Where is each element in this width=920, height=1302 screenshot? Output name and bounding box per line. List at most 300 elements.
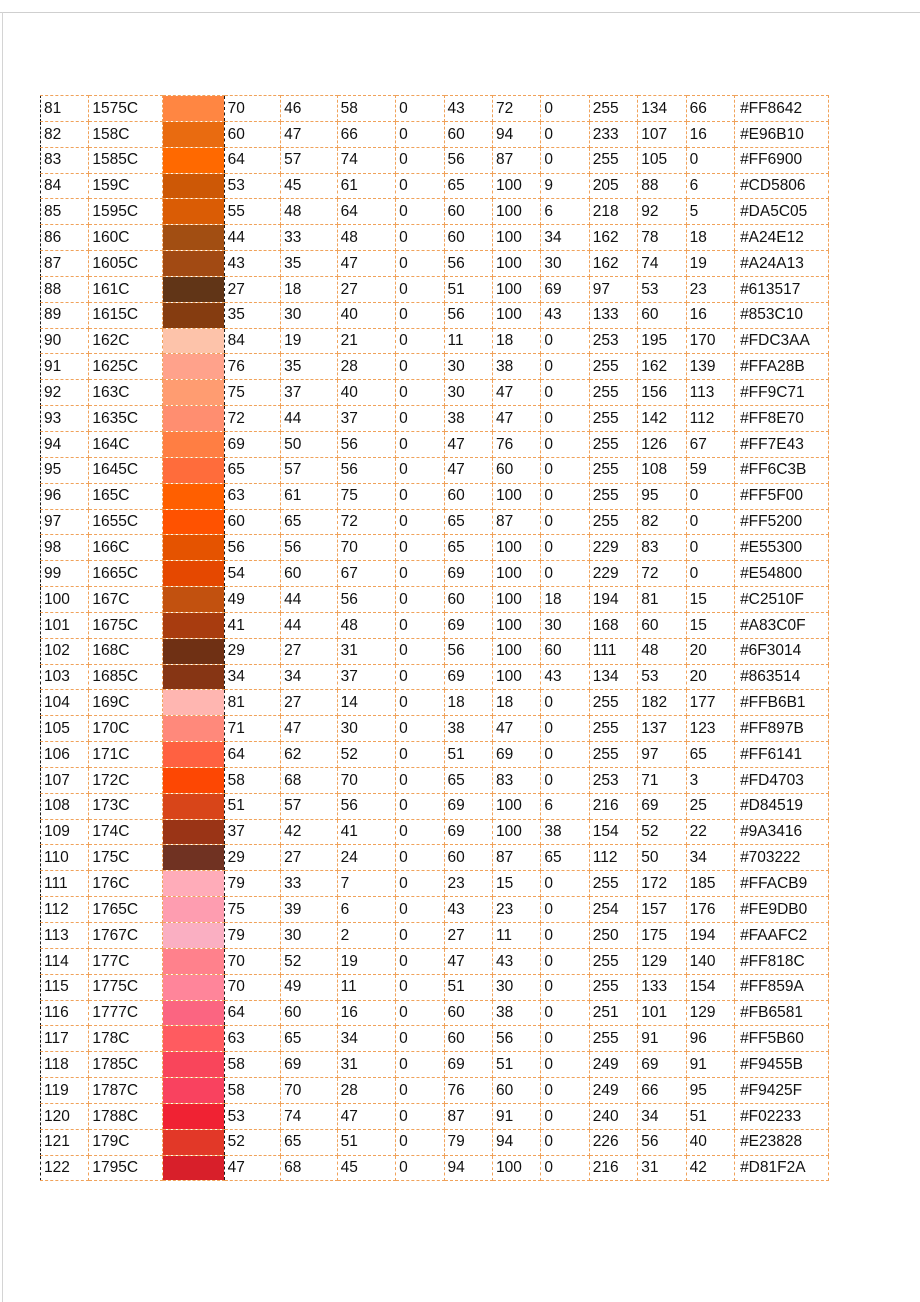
rgb-blue-cell: 96 xyxy=(686,1026,734,1052)
row-number-cell: 117 xyxy=(41,1026,89,1052)
table-row xyxy=(41,96,829,122)
hex-code-cell: #E54800 xyxy=(735,561,829,587)
hex-code-cell: #E55300 xyxy=(735,535,829,561)
rgb-green-cell: 101 xyxy=(638,1000,686,1026)
value-cell: 0 xyxy=(396,535,444,561)
row-number-cell: 101 xyxy=(41,612,89,638)
pantone-code-cell: 166C xyxy=(89,535,163,561)
value-cell: 0 xyxy=(541,1000,589,1026)
rgb-blue-cell: 0 xyxy=(686,483,734,509)
rgb-green-cell: 48 xyxy=(638,638,686,664)
value-cell: 60 xyxy=(444,225,492,251)
table-row xyxy=(41,483,829,509)
pantone-code-cell: 174C xyxy=(89,819,163,845)
value-cell: 69 xyxy=(492,742,540,768)
value-cell: 0 xyxy=(396,819,444,845)
pantone-code-cell: 1625C xyxy=(89,354,163,380)
value-cell: 0 xyxy=(541,483,589,509)
value-cell: 49 xyxy=(224,587,281,613)
color-swatch xyxy=(163,716,225,742)
color-swatch xyxy=(163,1155,225,1181)
table-row xyxy=(41,742,829,768)
value-cell: 84 xyxy=(224,328,281,354)
value-cell: 61 xyxy=(337,173,396,199)
row-number-cell: 108 xyxy=(41,793,89,819)
value-cell: 0 xyxy=(541,121,589,147)
rgb-red-cell: 255 xyxy=(589,354,637,380)
color-swatch xyxy=(163,147,225,173)
hex-code-cell: #FFACB9 xyxy=(735,871,829,897)
value-cell: 0 xyxy=(396,147,444,173)
value-cell: 18 xyxy=(281,276,338,302)
rgb-blue-cell: 15 xyxy=(686,612,734,638)
row-number-cell: 106 xyxy=(41,742,89,768)
value-cell: 0 xyxy=(396,897,444,923)
row-number-cell: 122 xyxy=(41,1155,89,1181)
row-number-cell: 111 xyxy=(41,871,89,897)
value-cell: 60 xyxy=(444,1026,492,1052)
rgb-green-cell: 34 xyxy=(638,1103,686,1129)
color-swatch xyxy=(163,225,225,251)
rgb-green-cell: 83 xyxy=(638,535,686,561)
value-cell: 0 xyxy=(396,1078,444,1104)
hex-code-cell: #FF859A xyxy=(735,974,829,1000)
hex-code-cell: #703222 xyxy=(735,845,829,871)
value-cell: 0 xyxy=(396,96,444,122)
value-cell: 47 xyxy=(444,457,492,483)
value-cell: 64 xyxy=(224,1000,281,1026)
value-cell: 0 xyxy=(396,380,444,406)
value-cell: 38 xyxy=(541,819,589,845)
hex-code-cell: #FF6141 xyxy=(735,742,829,768)
rgb-green-cell: 50 xyxy=(638,845,686,871)
value-cell: 75 xyxy=(337,483,396,509)
color-swatch xyxy=(163,96,225,122)
row-number-cell: 97 xyxy=(41,509,89,535)
value-cell: 76 xyxy=(492,431,540,457)
color-swatch xyxy=(163,509,225,535)
color-swatch xyxy=(163,1052,225,1078)
value-cell: 70 xyxy=(337,767,396,793)
hex-code-cell: #D81F2A xyxy=(735,1155,829,1181)
value-cell: 30 xyxy=(541,251,589,277)
table-row xyxy=(41,276,829,302)
table-row xyxy=(41,664,829,690)
value-cell: 0 xyxy=(541,1129,589,1155)
value-cell: 60 xyxy=(224,121,281,147)
value-cell: 0 xyxy=(396,690,444,716)
value-cell: 69 xyxy=(444,664,492,690)
value-cell: 56 xyxy=(444,251,492,277)
table-row xyxy=(41,457,829,483)
pantone-code-cell: 176C xyxy=(89,871,163,897)
value-cell: 58 xyxy=(224,767,281,793)
rgb-red-cell: 240 xyxy=(589,1103,637,1129)
rgb-red-cell: 162 xyxy=(589,225,637,251)
table-row xyxy=(41,690,829,716)
rgb-red-cell: 255 xyxy=(589,431,637,457)
value-cell: 47 xyxy=(281,121,338,147)
value-cell: 0 xyxy=(541,897,589,923)
rgb-blue-cell: 16 xyxy=(686,121,734,147)
color-swatch xyxy=(163,819,225,845)
value-cell: 48 xyxy=(337,225,396,251)
row-number-cell: 83 xyxy=(41,147,89,173)
row-number-cell: 120 xyxy=(41,1103,89,1129)
table-row xyxy=(41,1078,829,1104)
value-cell: 2 xyxy=(337,923,396,949)
rgb-green-cell: 92 xyxy=(638,199,686,225)
rgb-green-cell: 91 xyxy=(638,1026,686,1052)
value-cell: 28 xyxy=(337,1078,396,1104)
value-cell: 18 xyxy=(444,690,492,716)
value-cell: 53 xyxy=(224,1103,281,1129)
value-cell: 70 xyxy=(224,974,281,1000)
value-cell: 27 xyxy=(337,276,396,302)
value-cell: 65 xyxy=(541,845,589,871)
rgb-green-cell: 69 xyxy=(638,1052,686,1078)
color-swatch xyxy=(163,742,225,768)
table-row xyxy=(41,923,829,949)
rgb-blue-cell: 51 xyxy=(686,1103,734,1129)
pantone-code-cell: 1788C xyxy=(89,1103,163,1129)
value-cell: 64 xyxy=(337,199,396,225)
row-number-cell: 84 xyxy=(41,173,89,199)
value-cell: 41 xyxy=(337,819,396,845)
value-cell: 66 xyxy=(337,121,396,147)
rgb-green-cell: 31 xyxy=(638,1155,686,1181)
pantone-code-cell: 1585C xyxy=(89,147,163,173)
color-swatch xyxy=(163,328,225,354)
rgb-red-cell: 255 xyxy=(589,871,637,897)
value-cell: 0 xyxy=(541,716,589,742)
rgb-red-cell: 251 xyxy=(589,1000,637,1026)
pantone-code-cell: 173C xyxy=(89,793,163,819)
rgb-red-cell: 134 xyxy=(589,664,637,690)
color-swatch xyxy=(163,871,225,897)
rgb-red-cell: 255 xyxy=(589,509,637,535)
value-cell: 31 xyxy=(337,638,396,664)
color-swatch xyxy=(163,380,225,406)
pantone-code-cell: 1645C xyxy=(89,457,163,483)
value-cell: 0 xyxy=(541,380,589,406)
value-cell: 0 xyxy=(541,535,589,561)
table-row xyxy=(41,793,829,819)
value-cell: 60 xyxy=(444,483,492,509)
value-cell: 64 xyxy=(224,742,281,768)
hex-code-cell: #DA5C05 xyxy=(735,199,829,225)
value-cell: 37 xyxy=(337,664,396,690)
pantone-code-cell: 1685C xyxy=(89,664,163,690)
rgb-green-cell: 129 xyxy=(638,948,686,974)
value-cell: 51 xyxy=(444,974,492,1000)
row-number-cell: 90 xyxy=(41,328,89,354)
value-cell: 33 xyxy=(281,225,338,251)
pantone-code-cell: 164C xyxy=(89,431,163,457)
value-cell: 94 xyxy=(492,121,540,147)
rgb-red-cell: 255 xyxy=(589,96,637,122)
value-cell: 18 xyxy=(492,328,540,354)
value-cell: 87 xyxy=(492,845,540,871)
rgb-green-cell: 81 xyxy=(638,587,686,613)
rgb-blue-cell: 23 xyxy=(686,276,734,302)
value-cell: 57 xyxy=(281,457,338,483)
rgb-red-cell: 255 xyxy=(589,406,637,432)
rgb-green-cell: 107 xyxy=(638,121,686,147)
value-cell: 60 xyxy=(444,199,492,225)
value-cell: 65 xyxy=(444,509,492,535)
pantone-code-cell: 1665C xyxy=(89,561,163,587)
value-cell: 57 xyxy=(281,147,338,173)
table-row xyxy=(41,561,829,587)
row-number-cell: 96 xyxy=(41,483,89,509)
rgb-red-cell: 250 xyxy=(589,923,637,949)
value-cell: 48 xyxy=(281,199,338,225)
table-row xyxy=(41,638,829,664)
table-row xyxy=(41,380,829,406)
rgb-blue-cell: 95 xyxy=(686,1078,734,1104)
table-row xyxy=(41,612,829,638)
rgb-green-cell: 78 xyxy=(638,225,686,251)
pantone-code-cell: 1675C xyxy=(89,612,163,638)
rgb-blue-cell: 6 xyxy=(686,173,734,199)
table-row xyxy=(41,1052,829,1078)
value-cell: 69 xyxy=(444,793,492,819)
pantone-color-table xyxy=(40,95,829,1181)
pantone-code-cell: 1765C xyxy=(89,897,163,923)
value-cell: 47 xyxy=(444,948,492,974)
value-cell: 0 xyxy=(396,871,444,897)
table-row xyxy=(41,302,829,328)
row-number-cell: 114 xyxy=(41,948,89,974)
row-number-cell: 109 xyxy=(41,819,89,845)
hex-code-cell: #613517 xyxy=(735,276,829,302)
value-cell: 0 xyxy=(541,1103,589,1129)
value-cell: 65 xyxy=(444,173,492,199)
value-cell: 56 xyxy=(444,302,492,328)
row-number-cell: 95 xyxy=(41,457,89,483)
color-swatch xyxy=(163,276,225,302)
rgb-blue-cell: 91 xyxy=(686,1052,734,1078)
rgb-red-cell: 255 xyxy=(589,742,637,768)
color-swatch xyxy=(163,251,225,277)
value-cell: 0 xyxy=(396,1052,444,1078)
value-cell: 60 xyxy=(444,121,492,147)
pantone-code-cell: 172C xyxy=(89,767,163,793)
pantone-code-cell: 1615C xyxy=(89,302,163,328)
table-row xyxy=(41,535,829,561)
value-cell: 11 xyxy=(444,328,492,354)
value-cell: 0 xyxy=(541,431,589,457)
value-cell: 0 xyxy=(396,1155,444,1181)
value-cell: 0 xyxy=(396,948,444,974)
hex-code-cell: #FE9DB0 xyxy=(735,897,829,923)
pantone-code-cell: 1595C xyxy=(89,199,163,225)
row-number-cell: 103 xyxy=(41,664,89,690)
row-number-cell: 99 xyxy=(41,561,89,587)
row-number-cell: 94 xyxy=(41,431,89,457)
value-cell: 60 xyxy=(541,638,589,664)
table-row xyxy=(41,587,829,613)
rgb-red-cell: 254 xyxy=(589,897,637,923)
pantone-code-cell: 175C xyxy=(89,845,163,871)
pantone-code-cell: 158C xyxy=(89,121,163,147)
color-swatch xyxy=(163,587,225,613)
hex-code-cell: #FF5F00 xyxy=(735,483,829,509)
value-cell: 50 xyxy=(281,431,338,457)
value-cell: 23 xyxy=(444,871,492,897)
value-cell: 38 xyxy=(444,406,492,432)
table-row xyxy=(41,1000,829,1026)
value-cell: 40 xyxy=(337,302,396,328)
hex-code-cell: #A83C0F xyxy=(735,612,829,638)
value-cell: 51 xyxy=(224,793,281,819)
value-cell: 38 xyxy=(444,716,492,742)
value-cell: 100 xyxy=(492,819,540,845)
value-cell: 52 xyxy=(281,948,338,974)
value-cell: 0 xyxy=(541,1078,589,1104)
pantone-code-cell: 1777C xyxy=(89,1000,163,1026)
table-body xyxy=(41,96,829,1181)
value-cell: 42 xyxy=(281,819,338,845)
rgb-green-cell: 60 xyxy=(638,612,686,638)
row-number-cell: 107 xyxy=(41,767,89,793)
rgb-green-cell: 52 xyxy=(638,819,686,845)
rgb-green-cell: 69 xyxy=(638,793,686,819)
row-number-cell: 86 xyxy=(41,225,89,251)
value-cell: 63 xyxy=(224,483,281,509)
color-swatch xyxy=(163,1129,225,1155)
value-cell: 75 xyxy=(224,897,281,923)
rgb-green-cell: 53 xyxy=(638,664,686,690)
value-cell: 87 xyxy=(492,147,540,173)
rgb-red-cell: 255 xyxy=(589,147,637,173)
value-cell: 0 xyxy=(396,483,444,509)
value-cell: 35 xyxy=(224,302,281,328)
color-swatch xyxy=(163,612,225,638)
rgb-green-cell: 53 xyxy=(638,276,686,302)
table-row xyxy=(41,819,829,845)
hex-code-cell: #6F3014 xyxy=(735,638,829,664)
rgb-blue-cell: 66 xyxy=(686,96,734,122)
value-cell: 45 xyxy=(337,1155,396,1181)
color-swatch xyxy=(163,1103,225,1129)
value-cell: 76 xyxy=(224,354,281,380)
rgb-blue-cell: 20 xyxy=(686,638,734,664)
rgb-red-cell: 133 xyxy=(589,302,637,328)
color-swatch xyxy=(163,173,225,199)
pantone-code-cell: 170C xyxy=(89,716,163,742)
value-cell: 44 xyxy=(281,612,338,638)
color-swatch xyxy=(163,302,225,328)
value-cell: 27 xyxy=(281,690,338,716)
value-cell: 100 xyxy=(492,561,540,587)
color-swatch xyxy=(163,664,225,690)
value-cell: 72 xyxy=(492,96,540,122)
rgb-blue-cell: 15 xyxy=(686,587,734,613)
value-cell: 0 xyxy=(396,561,444,587)
value-cell: 69 xyxy=(444,1052,492,1078)
color-swatch xyxy=(163,690,225,716)
value-cell: 0 xyxy=(396,354,444,380)
value-cell: 18 xyxy=(492,690,540,716)
value-cell: 56 xyxy=(492,1026,540,1052)
hex-code-cell: #F9425F xyxy=(735,1078,829,1104)
value-cell: 34 xyxy=(224,664,281,690)
table-row xyxy=(41,1129,829,1155)
table-row xyxy=(41,845,829,871)
rgb-red-cell: 218 xyxy=(589,199,637,225)
value-cell: 27 xyxy=(224,276,281,302)
value-cell: 29 xyxy=(224,845,281,871)
row-number-cell: 100 xyxy=(41,587,89,613)
hex-code-cell: #FF8642 xyxy=(735,96,829,122)
row-number-cell: 93 xyxy=(41,406,89,432)
rgb-green-cell: 88 xyxy=(638,173,686,199)
value-cell: 43 xyxy=(444,897,492,923)
value-cell: 60 xyxy=(492,457,540,483)
rgb-green-cell: 195 xyxy=(638,328,686,354)
rgb-blue-cell: 67 xyxy=(686,431,734,457)
value-cell: 47 xyxy=(281,716,338,742)
value-cell: 19 xyxy=(281,328,338,354)
value-cell: 60 xyxy=(281,1000,338,1026)
value-cell: 0 xyxy=(396,612,444,638)
color-swatch xyxy=(163,561,225,587)
row-number-cell: 85 xyxy=(41,199,89,225)
color-swatch xyxy=(163,1000,225,1026)
hex-code-cell: #A24A13 xyxy=(735,251,829,277)
table-row xyxy=(41,948,829,974)
color-swatch xyxy=(163,199,225,225)
table-row xyxy=(41,406,829,432)
rgb-red-cell: 233 xyxy=(589,121,637,147)
value-cell: 0 xyxy=(396,276,444,302)
table-row xyxy=(41,121,829,147)
rgb-blue-cell: 0 xyxy=(686,147,734,173)
rgb-green-cell: 66 xyxy=(638,1078,686,1104)
rgb-red-cell: 249 xyxy=(589,1078,637,1104)
table-row xyxy=(41,974,829,1000)
value-cell: 70 xyxy=(224,948,281,974)
rgb-red-cell: 255 xyxy=(589,716,637,742)
value-cell: 27 xyxy=(281,845,338,871)
value-cell: 56 xyxy=(337,793,396,819)
row-number-cell: 104 xyxy=(41,690,89,716)
rgb-blue-cell: 0 xyxy=(686,535,734,561)
value-cell: 65 xyxy=(281,509,338,535)
value-cell: 43 xyxy=(492,948,540,974)
value-cell: 56 xyxy=(224,535,281,561)
rgb-blue-cell: 112 xyxy=(686,406,734,432)
value-cell: 27 xyxy=(281,638,338,664)
rgb-blue-cell: 177 xyxy=(686,690,734,716)
value-cell: 0 xyxy=(396,199,444,225)
value-cell: 68 xyxy=(281,1155,338,1181)
value-cell: 23 xyxy=(492,897,540,923)
value-cell: 0 xyxy=(396,845,444,871)
row-number-cell: 82 xyxy=(41,121,89,147)
rgb-red-cell: 216 xyxy=(589,793,637,819)
value-cell: 47 xyxy=(492,380,540,406)
value-cell: 6 xyxy=(541,793,589,819)
pantone-code-cell: 1767C xyxy=(89,923,163,949)
pantone-code-cell: 165C xyxy=(89,483,163,509)
value-cell: 60 xyxy=(444,587,492,613)
rgb-red-cell: 255 xyxy=(589,380,637,406)
hex-code-cell: #FF6900 xyxy=(735,147,829,173)
value-cell: 38 xyxy=(492,1000,540,1026)
